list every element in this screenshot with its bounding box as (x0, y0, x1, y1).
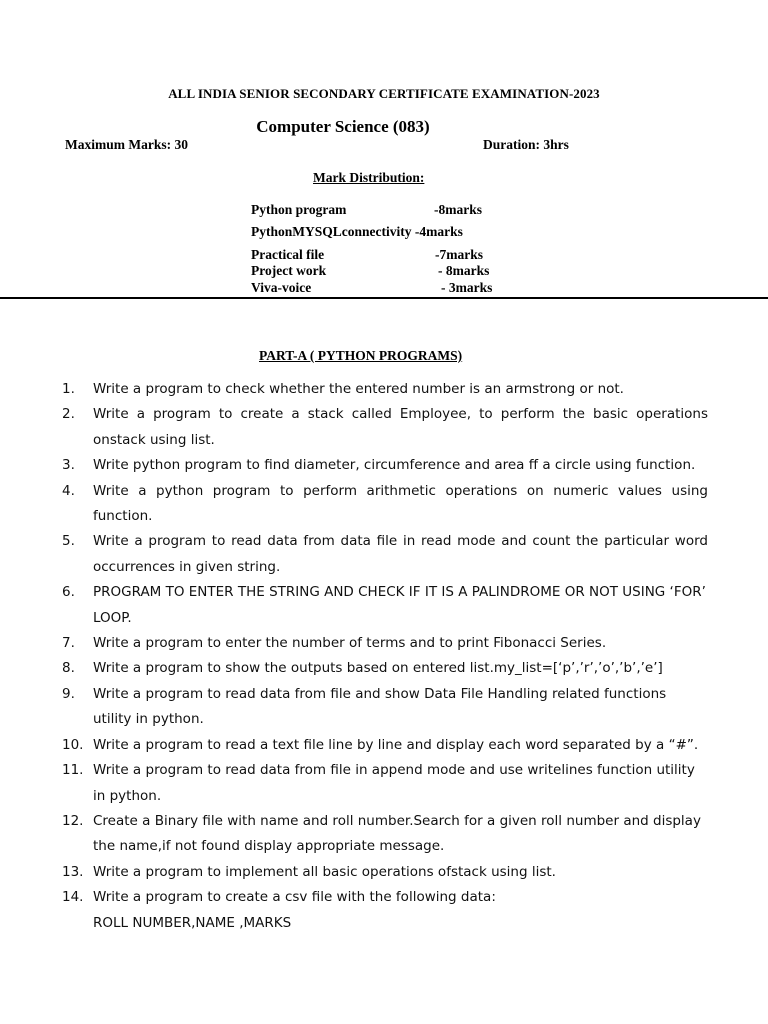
question-text: Write a program to enter the number of terms and to print Fibonacci Series. (93, 635, 607, 652)
list-item (62, 758, 708, 809)
distribution-marks: -8marks (434, 202, 482, 217)
list-item (62, 733, 708, 758)
list-item (62, 402, 708, 453)
question-text: Write a program to create a csv file with the following data: (93, 889, 496, 906)
question-text: Create a Binary file with name and roll number.Search for a given roll number and display the name,if not found display appropriate message. (93, 812, 701, 855)
question-text: Write a python program to perform arithmetic operations on numeric values using function. (93, 482, 708, 525)
distribution-component: PythonMYSQLconnectivity (251, 224, 412, 239)
question-list (62, 377, 708, 936)
question-text: Write a program to read data from file and show Data File Handling related functions utility in python. (93, 685, 667, 728)
question-text: Write a program to show the outputs based on entered list.my_list=[‘p’,’r’,’o’,’b’,’e’] (93, 660, 663, 677)
question-text: Write a program to read data from data file in read mode and count the particular word occurrences in given string. (93, 533, 708, 575)
question-number: 3. (62, 457, 75, 474)
distribution-marks: - 3marks (441, 280, 493, 295)
question-text: Write a program to read a text file line by line and display each word separated by a “#”. (93, 736, 699, 753)
part-a-heading: PART-A ( PYTHON PROGRAMS) (259, 348, 463, 363)
question-text: PROGRAM TO ENTER THE STRING AND CHECK IF IT IS A PALINDROME OR NOT USING ‘FOR’ LOOP. (93, 584, 706, 626)
list-item (62, 529, 708, 580)
question-number: 1. (62, 381, 75, 397)
max-marks: Maximum Marks: 30 (65, 137, 188, 152)
question-number: 10. (62, 736, 84, 753)
list-item (62, 453, 708, 478)
question-text: Write a program to implement all basic operations ofstack using list. (93, 863, 556, 880)
question-text: Write a program to check whether the entered number is an armstrong or not. (93, 381, 624, 397)
distribution-row (251, 247, 483, 263)
distribution-component: Project work (251, 263, 327, 278)
list-item (62, 860, 708, 885)
question-number: 13. (62, 863, 84, 880)
csv-header-line: ROLL NUMBER,NAME ,MARKS (93, 914, 292, 931)
question-number: 12. (62, 812, 84, 829)
question-text: Write a program to read data from file in append mode and use writelines function utility in python. (93, 762, 695, 804)
subject-title: Computer Science (083) (256, 117, 430, 136)
question-number: 11. (62, 762, 84, 779)
list-item (62, 656, 708, 681)
distribution-row (251, 202, 482, 218)
list-item (62, 580, 708, 631)
question-number: 6. (62, 584, 75, 601)
mark-distribution-heading: Mark Distribution: (313, 170, 425, 185)
list-item (62, 377, 708, 402)
question-text: Write python program to find diameter, circumference and area ff a circle using function. (93, 457, 696, 474)
list-item (62, 682, 708, 733)
question-number: 2. (62, 406, 75, 423)
distribution-row (251, 263, 490, 279)
distribution-marks: -7marks (435, 247, 483, 262)
question-text: Write a program to create a stack called Employee, to perform the basic operations onstack using list. (93, 406, 708, 448)
question-number: 8. (62, 660, 75, 677)
distribution-row (251, 224, 463, 240)
question-number: 5. (62, 533, 75, 550)
duration: Duration: 3hrs (483, 137, 569, 152)
section-divider (0, 297, 768, 299)
list-item (62, 631, 708, 656)
distribution-row (251, 280, 493, 296)
question-number: 7. (62, 635, 75, 652)
list-item (62, 479, 708, 530)
question-number: 14. (62, 889, 84, 906)
list-item (62, 809, 708, 860)
distribution-component: Viva-voice (251, 280, 312, 295)
distribution-marks: -4marks (414, 224, 463, 239)
distribution-component: Python program (251, 202, 347, 217)
list-item (62, 885, 708, 910)
distribution-marks: - 8marks (438, 263, 490, 278)
distribution-component: Practical file (251, 247, 325, 262)
question-number: 4. (62, 482, 75, 499)
exam-title: ALL INDIA SENIOR SECONDARY CERTIFICATE EXAMINATION-2023 (168, 86, 600, 101)
question-number: 9. (62, 685, 75, 702)
